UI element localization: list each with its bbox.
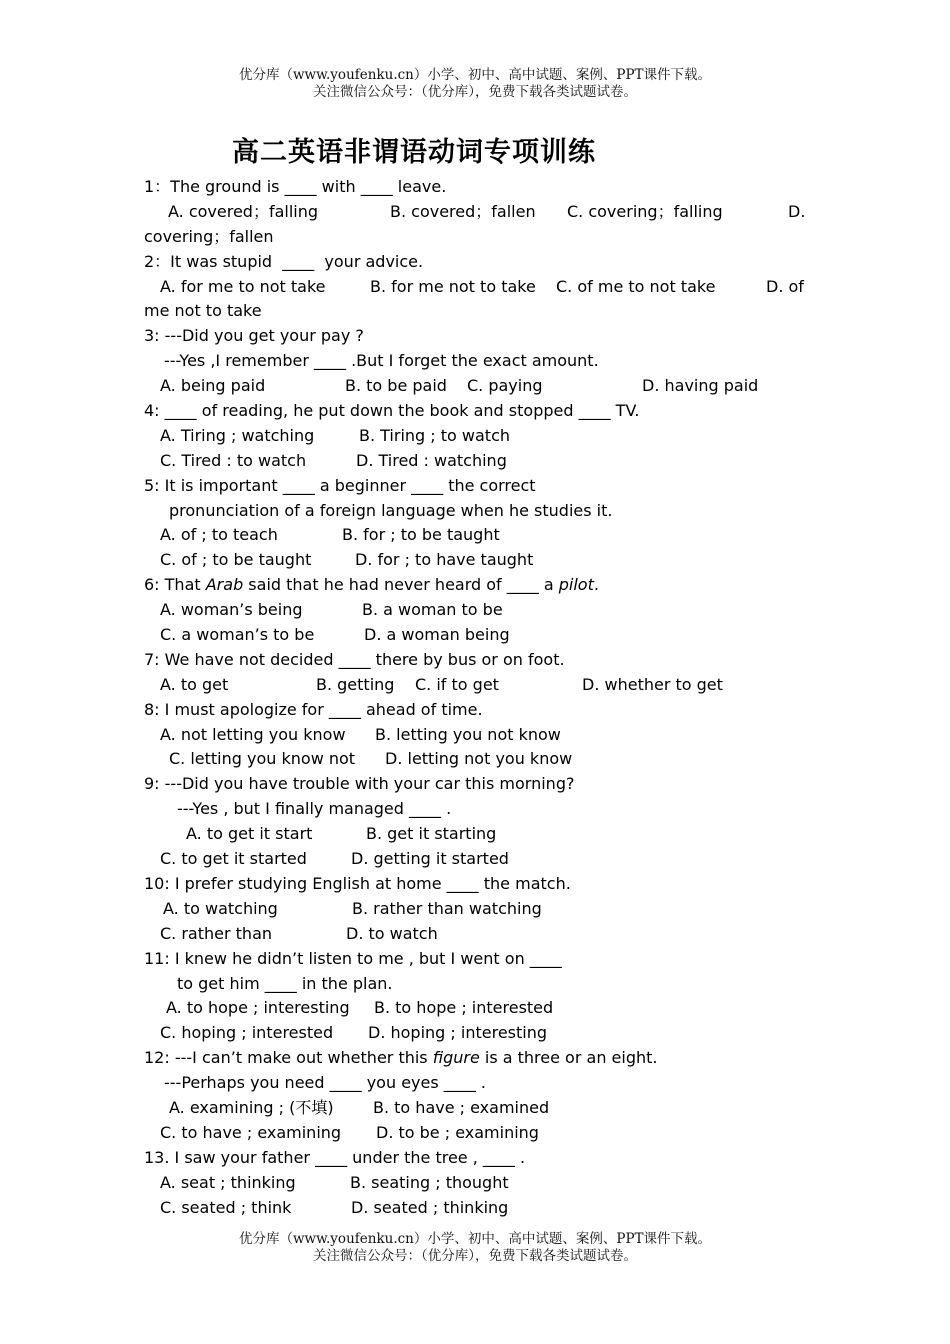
option-text: A. to hope ; interesting	[166, 998, 350, 1018]
option-text: A. of ; to teach	[160, 525, 278, 545]
option-text: A. Tiring ; watching	[160, 425, 315, 445]
text-line	[144, 474, 814, 499]
line-text: 12: ---I can’t make out whether this	[144, 1048, 433, 1068]
text-line	[144, 598, 814, 623]
option-text: D. hoping ; interesting	[368, 1023, 548, 1043]
header-line-1: 优分库（www.youfenku.cn）小学、初中、高中试题、案例、PPT课件下载。	[238, 67, 712, 83]
text-line	[144, 1021, 814, 1046]
text-line	[144, 972, 814, 997]
option-text: ---Yes ,I remember ____ .But I forget the exact amount.	[164, 351, 599, 371]
text-line	[144, 523, 814, 548]
line-text: pilot	[558, 575, 594, 595]
page-footer	[0, 1231, 950, 1265]
option-text: D. whether to get	[582, 674, 723, 694]
option-text: B. for me not to take	[370, 276, 536, 296]
line-text: me not to take	[144, 301, 262, 321]
option-text: C. letting you know not	[169, 749, 356, 769]
text-line	[144, 648, 814, 673]
text-line	[144, 499, 814, 524]
text-line	[144, 847, 814, 872]
option-text: B. covered；fallen	[390, 201, 536, 221]
option-text: A. covered；falling	[168, 201, 319, 221]
option-text: B. a woman to be	[362, 600, 503, 620]
text-line	[144, 299, 814, 324]
text-line	[144, 573, 814, 598]
option-text: B. seating ; thought	[350, 1172, 509, 1192]
option-text: D. getting it started	[351, 849, 509, 869]
option-text: D.	[788, 201, 806, 221]
text-line	[144, 424, 814, 449]
option-text: B. getting	[316, 674, 395, 694]
text-line	[144, 772, 814, 797]
text-line	[144, 225, 814, 250]
text-line	[144, 723, 814, 748]
option-text: B. get it starting	[366, 824, 497, 844]
option-text: D. for ; to have taught	[355, 550, 534, 570]
option-text: D. letting not you know	[385, 749, 573, 769]
text-line	[144, 349, 814, 374]
option-text: C. of ; to be taught	[160, 550, 312, 570]
text-line	[144, 250, 814, 275]
line-text: figure	[432, 1048, 480, 1068]
text-line	[144, 1121, 814, 1146]
option-text: C. of me to not take	[556, 276, 716, 296]
text-line	[144, 673, 814, 698]
option-text: A. to watching	[163, 898, 278, 918]
option-text: D. to be ; examining	[376, 1122, 539, 1142]
text-line	[144, 897, 814, 922]
line-text: 3: ---Did you get your pay ?	[144, 326, 364, 346]
option-text: C. hoping ; interested	[160, 1023, 334, 1043]
option-text: D. a woman being	[364, 625, 510, 645]
option-text: B. letting you not know	[375, 724, 561, 744]
option-text: B. to be paid	[345, 376, 447, 396]
page-title: 高二英语非谓语动词专项训练	[232, 137, 596, 168]
text-line	[144, 872, 814, 897]
line-text: is a three or an eight.	[479, 1048, 658, 1068]
option-text: A. being paid	[160, 376, 266, 396]
option-text: C. to get it started	[160, 849, 307, 869]
option-text: A. woman’s being	[160, 600, 303, 620]
text-line	[144, 200, 814, 225]
text-line	[144, 623, 814, 648]
footer-line-1: 优分库（www.youfenku.cn）小学、初中、高中试题、案例、PPT课件下载。	[238, 1231, 712, 1247]
option-text: A. to get it start	[186, 824, 313, 844]
line-text: .	[593, 575, 599, 595]
option-text: C. rather than	[160, 923, 273, 943]
text-line	[144, 1171, 814, 1196]
option-text: A. for me to not take	[160, 276, 326, 296]
option-text: to get him ____ in the plan.	[177, 973, 393, 993]
text-line	[144, 747, 814, 772]
line-text: covering；fallen	[144, 226, 274, 246]
header-line-2: 关注微信公众号：（优分库），免费下载各类试题试卷。	[313, 84, 637, 100]
line-text: 9: ---Did you have trouble with your car this morning?	[144, 774, 575, 794]
text-line	[144, 797, 814, 822]
line-text: 10: I prefer studying English at home ____ the match.	[144, 873, 571, 893]
text-line	[144, 1196, 814, 1221]
line-text: 11: I knew he didn’t listen to me , but I went on ____	[144, 948, 562, 968]
text-line	[144, 996, 814, 1021]
text-line	[144, 374, 814, 399]
footer-line-2: 关注微信公众号：（优分库），免费下载各类试题试卷。	[313, 1248, 637, 1264]
option-text: B. to hope ; interested	[374, 998, 554, 1018]
option-text: ---Yes , but I finally managed ____ .	[177, 799, 452, 819]
text-line	[144, 698, 814, 723]
option-text: D. of	[766, 276, 804, 296]
text-line	[144, 1046, 814, 1071]
text-line	[144, 399, 814, 424]
option-text: A. seat ; thinking	[160, 1172, 296, 1192]
option-text: C. paying	[467, 376, 543, 396]
option-text: B. for ; to be taught	[342, 525, 500, 545]
line-text: 5: It is important ____ a beginner ____ the correct	[144, 475, 536, 495]
option-text: C. seated ; think	[160, 1197, 292, 1217]
document-body	[144, 175, 814, 1220]
line-text: said that he had never heard of ____ a	[243, 575, 559, 595]
text-line	[144, 822, 814, 847]
option-text: C. if to get	[415, 674, 499, 694]
line-text: 6: That	[144, 575, 206, 595]
option-text: C. to have ; examining	[160, 1122, 342, 1142]
line-text: 4: ____ of reading, he put down the book and stopped ____ TV.	[144, 401, 640, 421]
page-header	[0, 67, 950, 101]
text-line	[144, 947, 814, 972]
option-text: A. not letting you know	[160, 724, 346, 744]
option-text: B. Tiring ; to watch	[359, 425, 511, 445]
text-line	[144, 1146, 814, 1171]
option-text: D. Tired : watching	[356, 450, 507, 470]
line-text: 8: I must apologize for ____ ahead of time.	[144, 699, 483, 719]
text-line	[144, 275, 814, 300]
text-line	[144, 175, 814, 200]
line-text: 1：The ground is ____ with ____ leave.	[144, 177, 447, 196]
text-line	[144, 1071, 814, 1096]
line-text: Arab	[205, 575, 244, 595]
option-text: B. rather than watching	[352, 898, 542, 918]
option-text: C. covering；falling	[567, 201, 723, 221]
line-text: 2：It was stupid ____ your advice.	[144, 251, 424, 271]
option-text: ---Perhaps you need ____ you eyes ____ .	[164, 1073, 486, 1093]
option-text: pronunciation of a foreign language when he studies it.	[169, 500, 613, 520]
option-text: A. examining ; (不填)	[169, 1097, 334, 1117]
line-text: 7: We have not decided ____ there by bus or on foot.	[144, 649, 565, 669]
option-text: D. seated ; thinking	[351, 1197, 509, 1217]
option-text: D. to watch	[346, 923, 438, 943]
option-text: C. Tired : to watch	[160, 450, 307, 470]
option-text: B. to have ; examined	[373, 1097, 550, 1117]
text-line	[144, 324, 814, 349]
text-line	[144, 548, 814, 573]
text-line	[144, 449, 814, 474]
text-line	[144, 922, 814, 947]
option-text: C. a woman’s to be	[160, 625, 315, 645]
option-text: A. to get	[160, 674, 229, 694]
line-text: 13. I saw your father ____ under the tree , ____ .	[144, 1147, 526, 1167]
text-line	[144, 1096, 814, 1121]
option-text: D. having paid	[642, 376, 759, 396]
